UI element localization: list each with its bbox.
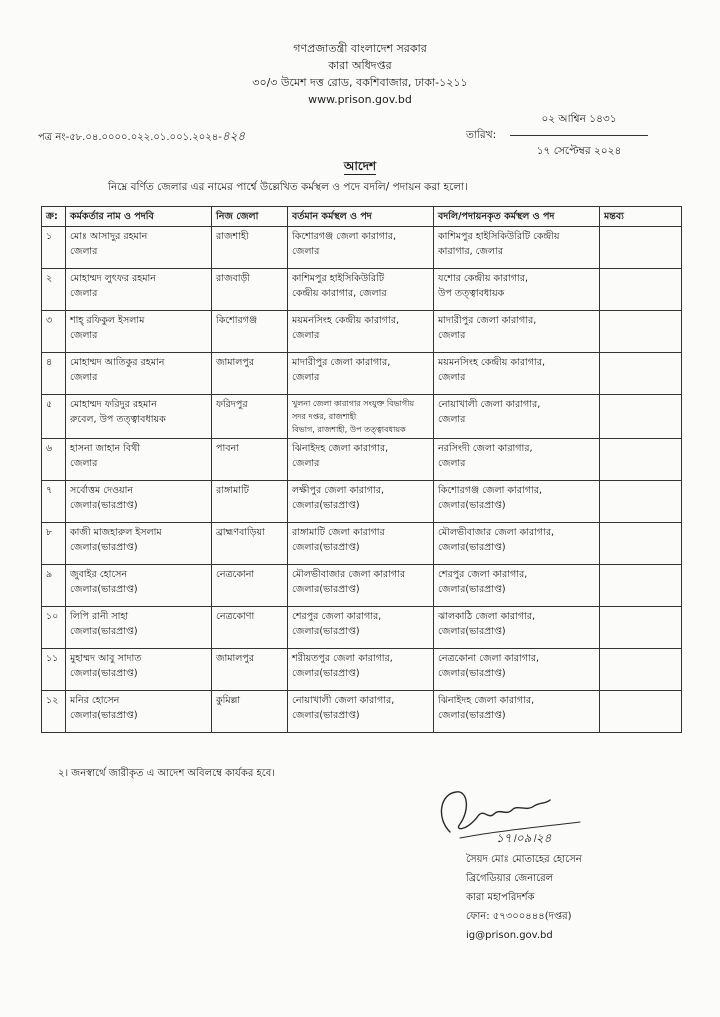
current-post-line: জেলার(ভারপ্রাপ্ত) <box>292 668 360 679</box>
row-new-post <box>434 523 600 565</box>
row-serial: ১ <box>42 227 66 269</box>
header-new-post: বদলি/পদায়নকৃত কর্মস্থল ও পদ <box>434 207 600 227</box>
current-post-line: ময়মনসিংহ কেন্দ্রীয় কারাগার, <box>292 315 400 326</box>
row-home-district: জামালপুর <box>212 353 288 395</box>
new-post-line: নোয়াখালী জেলা কারাগার, <box>438 399 541 410</box>
new-post-line: মাদারীপুর জেলা কারাগার, <box>438 315 537 326</box>
row-home-district: পাবনা <box>212 439 288 481</box>
row-officer <box>66 649 212 691</box>
new-post-line: যশোর কেন্দ্রীয় কারাগার, <box>438 273 529 284</box>
table-row <box>42 523 682 565</box>
signatory-email: ig@prison.gov.bd <box>466 930 553 941</box>
row-current-post <box>288 227 434 269</box>
row-serial: ১১ <box>42 649 66 691</box>
new-post-line: উপ তত্ত্বাবধায়ক <box>438 288 505 299</box>
table-row <box>42 395 682 439</box>
current-post-line: কাশিমপুর হাইসিকিউরিটি <box>292 273 384 284</box>
row-remarks <box>600 353 682 395</box>
row-home-district: ফরিদপুর <box>212 395 288 439</box>
government-name: গণপ্রজাতন্ত্রী বাংলাদেশ সরকার <box>293 42 427 55</box>
new-post-line: ময়মনসিংহ কেন্দ্রীয় কারাগার, <box>438 357 546 368</box>
signatory-title: কারা মহাপরিদর্শক <box>466 892 535 903</box>
row-officer <box>66 607 212 649</box>
row-serial: ১২ <box>42 691 66 733</box>
officer-name: কাজী মাজহারুল ইসলাম <box>70 527 162 538</box>
row-new-post <box>434 649 600 691</box>
row-current-post <box>288 353 434 395</box>
new-post-line: নরসিংদী জেলা কারাগার, <box>438 443 533 454</box>
officer-name: মোহাম্মদ আতিকুর রহমান <box>70 357 165 368</box>
officer-designation: জেলার <box>70 288 98 299</box>
current-post-line: কিশোরগঞ্জ জেলা কারাগার, <box>292 231 396 242</box>
row-remarks <box>600 395 682 439</box>
current-post-line: কেন্দ্রীয় কারাগার, জেলার <box>292 288 387 299</box>
row-officer <box>66 227 212 269</box>
memo-number <box>38 128 245 148</box>
row-officer <box>66 353 212 395</box>
new-post-line: শেরপুর জেলা কারাগার, <box>438 569 528 580</box>
row-serial: ৩ <box>42 311 66 353</box>
row-remarks <box>600 523 682 565</box>
current-post-line: জেলার <box>292 372 320 383</box>
row-new-post <box>434 311 600 353</box>
handwritten-signature <box>430 780 600 850</box>
row-current-post <box>288 649 434 691</box>
officer-name: মোহাম্মদ লুৎফর রহমান <box>70 273 156 284</box>
officer-designation: রুবেল, উপ তত্ত্বাবধায়ক <box>70 414 166 425</box>
officer-name: মনির হোসেন <box>70 695 120 706</box>
officer-designation: জেলার(ভারপ্রাপ্ত) <box>70 542 138 553</box>
order-title <box>0 158 720 178</box>
new-post-line: জেলার(ভারপ্রাপ্ত) <box>438 668 506 679</box>
row-current-post <box>288 607 434 649</box>
officer-designation: জেলার <box>70 458 98 469</box>
officer-designation: জেলার <box>70 330 98 341</box>
row-serial: ১০ <box>42 607 66 649</box>
row-current-post <box>288 481 434 523</box>
current-post-line: ঝিনাইদহ জেলা কারাগার, <box>292 443 389 454</box>
row-home-district: নেত্রকোণা <box>212 607 288 649</box>
officer-designation: জেলার(ভারপ্রাপ্ত) <box>70 500 138 511</box>
date-gregorian: ১৭ সেপ্টেম্বর ২০২৪ <box>536 145 622 157</box>
signatory-phone: ফোন: ৫৭৩০০৪৪৪(দপ্তর) <box>466 911 572 922</box>
current-post-line: জেলার(ভারপ্রাপ্ত) <box>292 542 360 553</box>
row-home-district: রাজশাহী <box>212 227 288 269</box>
new-post-line: কারাগার, জেলার <box>438 246 504 257</box>
row-remarks <box>600 311 682 353</box>
row-home-district: নেত্রকোনা <box>212 565 288 607</box>
officer-name: জুবাইর হোসেন <box>70 569 128 580</box>
row-serial: ৮ <box>42 523 66 565</box>
department-address: ৩০/৩ উমেশ দত্ত রোড, বকশিবাজার, ঢাকা-১২১১ <box>252 76 468 89</box>
row-new-post <box>434 269 600 311</box>
new-post-line: ঝিনাইদহ জেলা কারাগার, <box>438 695 535 706</box>
memo-number-text: পত্র নং-৫৮.০৪.০০০০.০২২.০১.০০১.২০২৪- <box>38 132 222 143</box>
row-officer <box>66 565 212 607</box>
department-name: কারা অধিদপ্তর <box>328 59 392 72</box>
current-post-line: লক্ষীপুর জেলা কারাগার, <box>292 485 385 496</box>
row-current-post <box>288 269 434 311</box>
row-current-post <box>288 395 434 439</box>
new-post-line: জেলার <box>438 372 466 383</box>
new-post-line: জেলার <box>438 330 466 341</box>
row-current-post <box>288 311 434 353</box>
table-header-row <box>42 207 682 227</box>
table-row <box>42 649 682 691</box>
current-post-line: খুলনা জেলা কারাগার সংযুক্ত বিভাগীয় সদর দপ্তর, রাজশাহী <box>292 399 415 421</box>
row-serial: ৬ <box>42 439 66 481</box>
row-new-post <box>434 607 600 649</box>
row-current-post <box>288 691 434 733</box>
row-current-post <box>288 523 434 565</box>
table-row <box>42 565 682 607</box>
order-title-text: আদেশ <box>343 159 377 173</box>
current-post-line: বিভাগ, রাজশাহী, উপ তত্ত্বাবধায়ক <box>292 425 406 434</box>
table-row <box>42 227 682 269</box>
row-officer <box>66 691 212 733</box>
row-new-post <box>434 227 600 269</box>
officer-name: মোঃ আসাদুর রহমান <box>70 231 148 242</box>
current-post-line: জেলার(ভারপ্রাপ্ত) <box>292 500 360 511</box>
header-home-district: নিজ জেলা <box>212 207 288 227</box>
officer-designation: জেলার(ভারপ্রাপ্ত) <box>70 668 138 679</box>
current-post-line: জেলার(ভারপ্রাপ্ত) <box>292 626 360 637</box>
row-new-post <box>434 439 600 481</box>
row-officer <box>66 439 212 481</box>
table-row <box>42 481 682 523</box>
officer-name: লিপি রানী সাহা <box>70 611 129 622</box>
row-serial: ২ <box>42 269 66 311</box>
row-remarks <box>600 691 682 733</box>
new-post-line: কাশিমপুর হাইসিকিউরিটি কেন্দ্রীয় <box>438 231 560 242</box>
row-current-post <box>288 439 434 481</box>
new-post-line: ঝালকাঠি জেলা কারাগার, <box>438 611 536 622</box>
row-serial: ৭ <box>42 481 66 523</box>
new-post-line: জেলার(ভারপ্রাপ্ত) <box>438 584 506 595</box>
current-post-line: জেলার <box>292 330 320 341</box>
row-remarks <box>600 439 682 481</box>
officer-designation: জেলার <box>70 246 98 257</box>
row-home-district: রাজবাড়ী <box>212 269 288 311</box>
new-post-line: জেলার <box>438 414 466 425</box>
current-post-line: জেলার(ভারপ্রাপ্ত) <box>292 584 360 595</box>
row-remarks <box>600 481 682 523</box>
new-post-line: জেলার <box>438 458 466 469</box>
row-officer <box>66 523 212 565</box>
row-home-district: কিশোরগঞ্জ <box>212 311 288 353</box>
new-post-line: জেলার(ভারপ্রাপ্ত) <box>438 542 506 553</box>
row-remarks <box>600 649 682 691</box>
officer-designation: জেলার <box>70 372 98 383</box>
officer-designation: জেলার(ভারপ্রাপ্ত) <box>70 584 138 595</box>
officer-designation: জেলার(ভারপ্রাপ্ত) <box>70 626 138 637</box>
date-bangla: ০২ আশ্বিন ১৪৩১ <box>510 112 648 136</box>
table-row <box>42 607 682 649</box>
header-remarks: মন্তব্য <box>600 207 682 227</box>
current-post-line: নোয়াখালী জেলা কারাগার, <box>292 695 395 706</box>
new-post-line: জেলার(ভারপ্রাপ্ত) <box>438 626 506 637</box>
transfer-table <box>41 206 682 733</box>
signatory-name: সৈয়দ মোঃ মোতাহের হোসেন <box>466 854 582 865</box>
officer-designation: জেলার(ভারপ্রাপ্ত) <box>70 710 138 721</box>
row-new-post <box>434 481 600 523</box>
row-officer <box>66 481 212 523</box>
row-remarks <box>600 607 682 649</box>
footer-note: ২। জনস্বার্থে জারীকৃত এ আদেশ অবিলম্বে কার্যকর হবে। <box>58 768 275 779</box>
current-post-line: মাদারীপুর জেলা কারাগার, <box>292 357 391 368</box>
new-post-line: কিশোরগঞ্জ জেলা কারাগার, <box>438 485 542 496</box>
table-row <box>42 353 682 395</box>
row-officer <box>66 269 212 311</box>
row-remarks <box>600 565 682 607</box>
header-current-post: বর্তমান কর্মস্থল ও পদ <box>288 207 434 227</box>
table-row <box>42 311 682 353</box>
signature-date: ১৭।০৯।২৪ <box>496 831 552 845</box>
row-remarks <box>600 269 682 311</box>
row-new-post <box>434 395 600 439</box>
officer-name: মোহাম্মদ ফরিদুর রহমান <box>70 399 157 410</box>
current-post-line: জেলার <box>292 246 320 257</box>
current-post-line: জেলার(ভারপ্রাপ্ত) <box>292 710 360 721</box>
header-serial: ক্র: <box>42 207 66 227</box>
row-new-post <box>434 691 600 733</box>
table-row <box>42 439 682 481</box>
officer-name: সর্বোত্তম দেওয়ান <box>70 485 134 496</box>
current-post-line: জেলার <box>292 458 320 469</box>
row-serial: ৯ <box>42 565 66 607</box>
officer-name: শাহ্ রফিকুল ইসলাম <box>70 315 145 326</box>
row-serial: ৪ <box>42 353 66 395</box>
department-website: www.prison.gov.bd <box>308 93 412 106</box>
date-label: তারিখ: <box>466 129 497 141</box>
header-name: কর্মকর্তার নাম ও পদবি <box>66 207 212 227</box>
date-block <box>510 112 648 161</box>
row-home-district: কুমিল্লা <box>212 691 288 733</box>
signatory-block <box>466 850 582 945</box>
row-remarks <box>600 227 682 269</box>
row-officer <box>66 395 212 439</box>
officer-name: মুহাম্মদ আবু সাদাত <box>70 653 142 664</box>
row-serial: ৫ <box>42 395 66 439</box>
table-row <box>42 691 682 733</box>
current-post-line: মৌলভীবাজার জেলা কারাগার <box>292 569 406 580</box>
new-post-line: জেলার(ভারপ্রাপ্ত) <box>438 500 506 511</box>
memo-number-handwritten: ৪২৪ <box>221 129 246 143</box>
row-new-post <box>434 565 600 607</box>
row-home-district: রাঙ্গামাটি <box>212 481 288 523</box>
row-new-post <box>434 353 600 395</box>
new-post-line: মৌলভীবাজার জেলা কারাগার, <box>438 527 555 538</box>
signatory-rank: ব্রিগেডিয়ার জেনারেল <box>466 873 554 884</box>
current-post-line: রাঙ্গামাটি জেলা কারাগার <box>292 527 385 538</box>
current-post-line: শরীয়তপুর জেলা কারাগার, <box>292 653 393 664</box>
row-home-district: ব্রাহ্মণবাড়িয়া <box>212 523 288 565</box>
row-home-district: জামালপুর <box>212 649 288 691</box>
letterhead <box>0 40 720 108</box>
new-post-line: জেলার(ভারপ্রাপ্ত) <box>438 710 506 721</box>
row-current-post <box>288 565 434 607</box>
order-intro: নিম্নে বর্ণিত জেলার এর নামের পার্শ্বে উল্লেখিত কর্মস্থল ও পদে বদলি/ পদায়ন করা হলো। <box>108 181 468 193</box>
row-officer <box>66 311 212 353</box>
table-row <box>42 269 682 311</box>
current-post-line: শেরপুর জেলা কারাগার, <box>292 611 382 622</box>
officer-name: হাসনা জাহান বিথী <box>70 443 141 454</box>
new-post-line: নেত্রকোনা জেলা কারাগার, <box>438 653 539 664</box>
